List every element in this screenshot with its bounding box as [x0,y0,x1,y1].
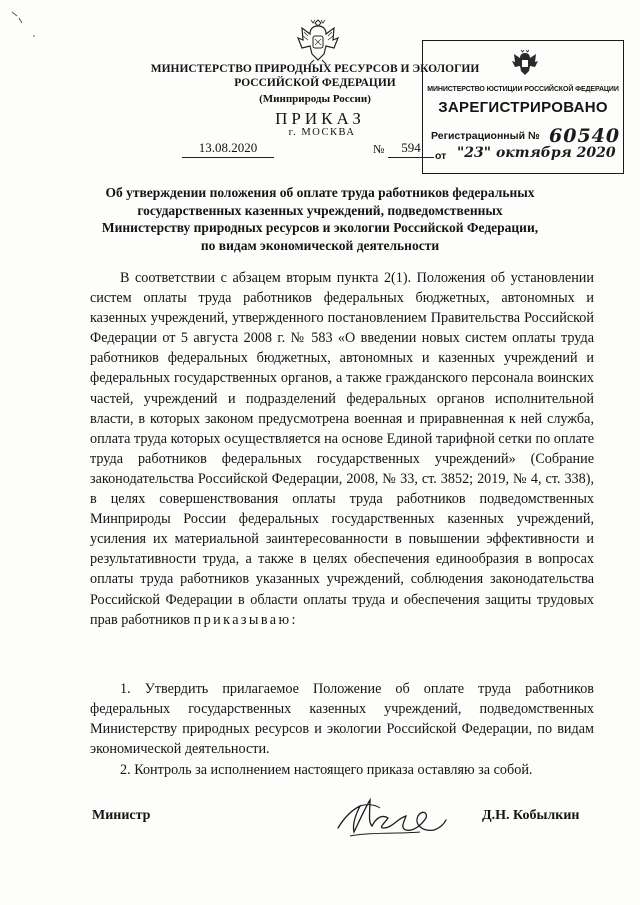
scan-mark-icon [4,6,44,46]
stamp-reg-number: 60540 [549,125,621,147]
clause-2: 2. Контроль за исполнением настоящего приказа оставляю за собой. [120,762,533,778]
clause-1: 1. Утвердить прилагаемое Положение об оплате труда работников федеральных государственных казенных учреждений, подведомственных Министерству природных ресурсов и экологии Российской Федерации, по видам экономической деятельности. [90,681,594,758]
stamp-reg-date: "23" октября 2020 [457,145,616,161]
signatory-name: Д.Н. Кобылкин [482,808,580,823]
document-number: 594 [388,140,434,158]
preamble-paragraph [90,268,594,630]
russian-coat-of-arms-icon [294,14,342,66]
stamp-date-label: от [435,150,447,162]
document-type: ПРИКАЗ [275,109,365,128]
title-line2: государственных казенных учреждений, подведомственных [137,202,503,218]
ministry-short-name: (Минприроды России) [259,93,371,105]
ministry-name-line2: РОССИЙСКОЙ ФЕДЕРАЦИИ [234,77,396,89]
document-date: 13.08.2020 [182,140,274,158]
handwritten-signature-icon [330,788,450,843]
ministry-of-justice-emblem-icon [509,47,541,79]
ministry-name-line1: МИНИСТЕРСТВО ПРИРОДНЫХ РЕСУРСОВ И ЭКОЛОГИИ [150,63,480,75]
registration-stamp [422,40,624,174]
signatory-position: Министр [92,808,151,823]
preamble-text: В соответствии с абзацем вторым пункта 2(1). Положения об установлении систем оплаты труда работников федеральных бюджетных, автономных и казенных учреждений, утвержденного постановлением Правительства Российской Федерации от 5 августа 2008 г. № 583 «О введении новых систем оплаты труда работников федеральных бюджетных, автономных и казенных учреждений и федеральных государственных органов, а также гражданского персонала воинских частей, учреждений и подразделений федеральных органов исполнительной власти, в которых законом предусмотрена военная и приравненная к ней служба, оплата труда которых осуществляется на основе Единой тарифной сетки по оплате труда работников федеральных государственных учреждений» (Собрание законодательства Российской Федерации, 2008, № 33, ст. 3852; 2019, № 4, ст. 338), в целях совершенствования оплаты труда работников подведомственных Минприроды России федеральных государственных казенных учреждений, усиления их материальной заинтересованности в повышении эффективности и результативности труда, а также в целях обеспечения единообразия в вопросах оплаты труда работников указанных учреждений, соблюдения законодательства Российской Федерации в области оплаты труда и обеспечения защиты трудовых прав работников [90,270,594,628]
document-city: г. МОСКВА [288,127,356,138]
order-word: приказываю: [193,611,298,628]
title-line3: Министерству природных ресурсов и экологии Российской Федерации, [101,220,539,235]
stamp-reg-number-label: Регистрационный № [431,130,540,142]
title-line1: Об утверждении положения об оплате труда работников федеральных [105,185,535,200]
stamp-ministry: МИНИСТЕРСТВО ЮСТИЦИИ РОССИЙСКОЙ ФЕДЕРАЦИИ [427,86,619,93]
title-line4: по видам экономической деятельности [200,237,440,253]
document-title [70,184,570,254]
stamp-registered: ЗАРЕГИСТРИРОВАНО [438,99,608,116]
number-sign: № [373,142,385,156]
